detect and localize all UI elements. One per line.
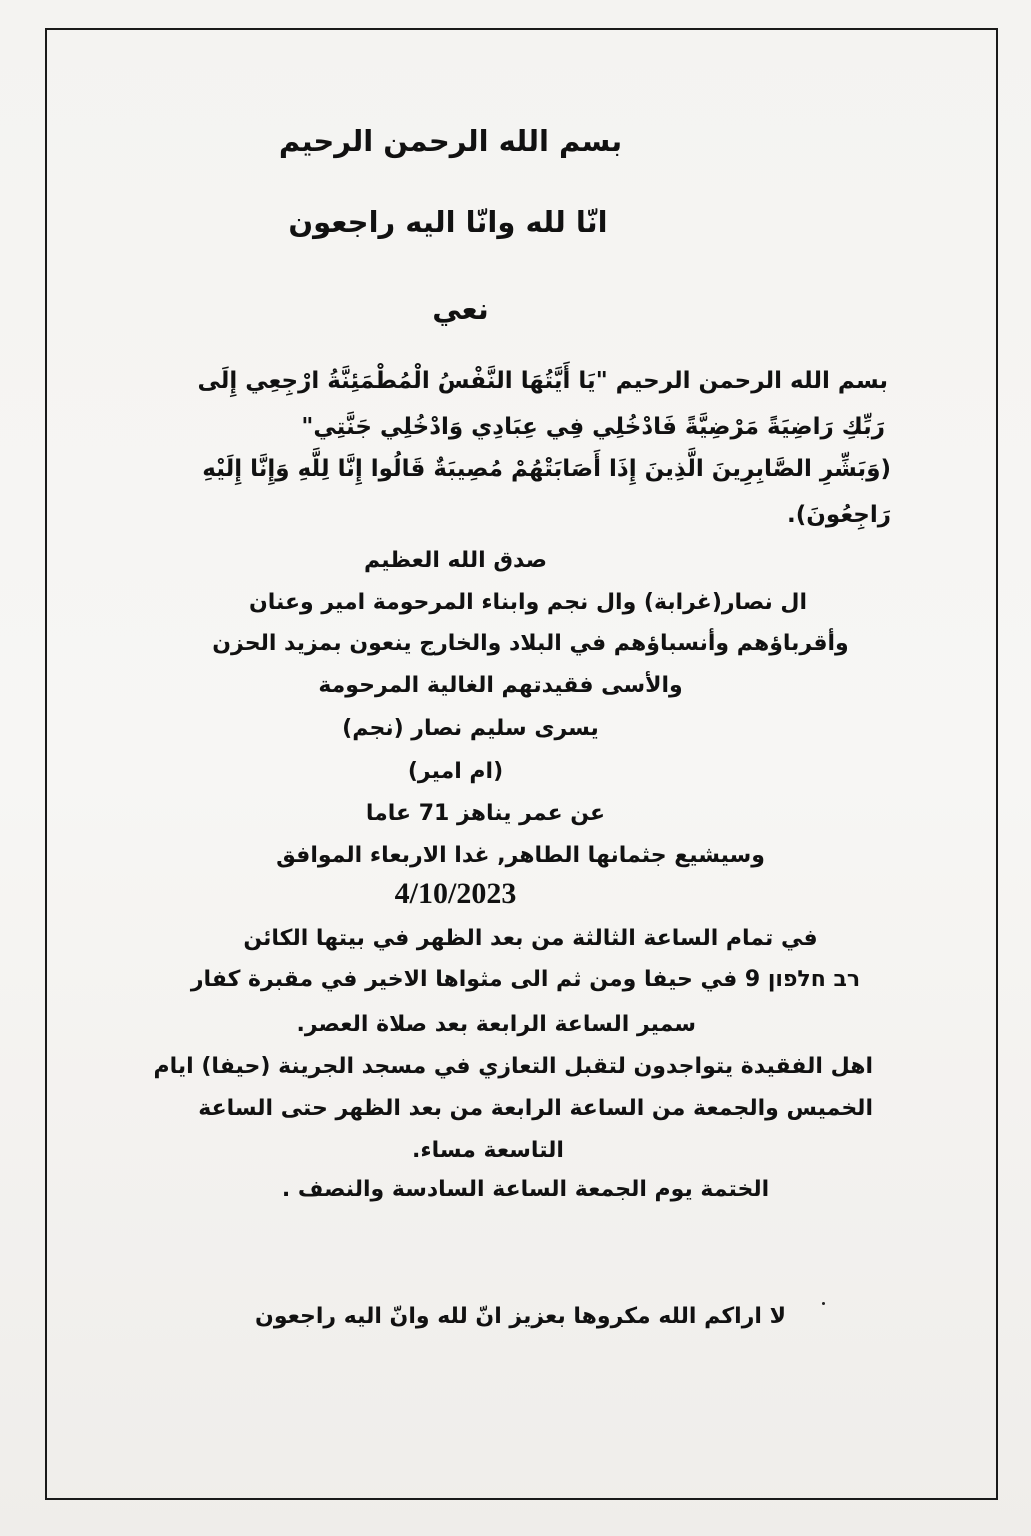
- funeral-time-line-3: سمير الساعة الرابعة بعد صلاة العصر.: [296, 1012, 696, 1037]
- deceased-name: يسرى سليم نصار (نجم): [342, 716, 599, 741]
- closing-line: لا اراكم الله مكروها بعزيز انّ لله وانّ اليه راجعون: [255, 1304, 786, 1329]
- family-line-2: وأقرباؤهم وأنسباؤهم في البلاد والخارج ينعون بمزيد الحزن: [212, 631, 849, 656]
- basmala-heading: بسم الله الرحمن الرحيم: [278, 124, 623, 158]
- funeral-time-line-1: في تمام الساعة الثالثة من بعد الظهر في بيتها الكائن: [243, 926, 818, 951]
- family-line-3: والأسى فقيدتهم الغالية المرحومة: [318, 673, 683, 698]
- condolence-line-2: الخميس والجمعة من الساعة الرابعة من بعد الظهر حتى الساعة: [198, 1096, 873, 1121]
- deceased-nickname: (ام امير): [407, 759, 504, 784]
- verse-line-3: (وَبَشِّرِ الصَّابِرِينَ الَّذِينَ إِذَا أَصَابَتْهُمْ مُصِيبَةٌ قَالُوا إِنَّا لِلَّهِ وَإِنَّا إِلَيْهِ: [202, 456, 891, 482]
- funeral-date: 4/10/2023: [394, 877, 517, 910]
- istirja-heading: انّا لله وانّا اليه راجعون: [288, 205, 608, 239]
- funeral-time-line-2: רב חלפון 9 في حيفا ومن ثم الى مثواها الاخير في مقبرة كفار: [190, 967, 861, 992]
- condolence-line-1: اهل الفقيدة يتواجدون لتقبل التعازي في مسجد الجرينة (حيفا) ايام: [153, 1054, 873, 1079]
- funeral-line: وسيشيع جثمانها الطاهر, غدا الاربعاء الموافق: [276, 843, 765, 868]
- family-line-1: ال نصار(غرابة) وال نجم وابناء المرحومة امير وعنان: [248, 590, 808, 615]
- condolence-line-3: التاسعة مساء.: [412, 1138, 564, 1163]
- stray-dot: [822, 1302, 825, 1305]
- verse-line-1: بسم الله الرحمن الرحيم "يَا أَيَّتُهَا النَّفْسُ الْمُطْمَئِنَّةُ ارْجِعِي إِلَى: [197, 368, 888, 394]
- verse-line-4: رَاجِعُونَ).: [787, 502, 891, 528]
- sadaq-allah: صدق الله العظيم: [364, 548, 547, 573]
- verse-line-2: رَبِّكِ رَاضِيَةً مَرْضِيَّةً فَادْخُلِي فِي عِبَادِي وَادْخُلِي جَنَّتِي": [301, 414, 885, 440]
- obituary-title: نعي: [432, 292, 489, 326]
- deceased-age: عن عمر يناهز 71 عاما: [365, 801, 606, 826]
- khatma-line: الختمة يوم الجمعة الساعة السادسة والنصف .: [281, 1177, 770, 1202]
